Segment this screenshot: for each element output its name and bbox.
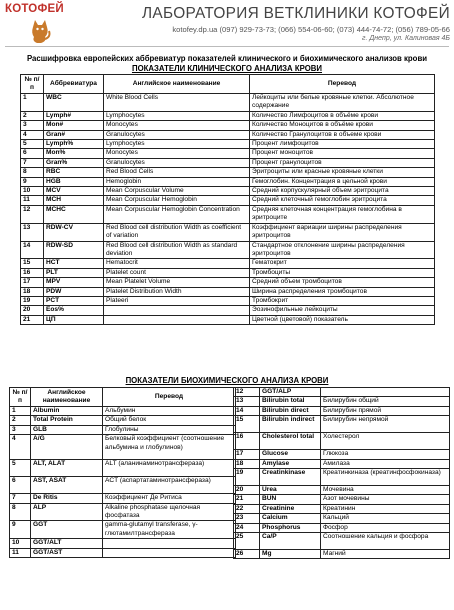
table-cell: Гематокрит: [250, 259, 435, 268]
contacts-line: kotofey.dp.ua (097) 929-73-73; (066) 554-06-60; (073) 444-74-72; (056) 789-05-66: [172, 25, 450, 34]
table-row: [10, 435, 236, 460]
table-cell: Ca/P: [260, 533, 321, 550]
table-cell: Creatinkinase: [260, 469, 321, 486]
table-row: [21, 168, 435, 177]
table-cell: Ширина распределения тромбоцитов: [250, 287, 435, 296]
table-cell: Гемоглобин. Концентрация в цельной крови: [250, 177, 435, 186]
table-cell: Cholesterol total: [260, 433, 321, 450]
table-row: [234, 495, 450, 504]
table-cell: 4: [10, 435, 31, 460]
table-cell: Фосфор: [321, 523, 450, 532]
table-cell: ALT, ALAT: [31, 460, 103, 477]
table-cell: Глобулины: [103, 425, 236, 434]
table-cell: 15: [21, 259, 44, 268]
table-cell: Тромбокрит: [250, 296, 435, 305]
biochem-section-title: ПОКАЗАТЕЛИ БИОХИМИЧЕСКОГО АНАЛИЗА КРОВИ: [125, 376, 329, 385]
table-cell: RDW-SD: [44, 241, 104, 259]
table-cell: Platelet count: [104, 268, 250, 277]
col-header-translation: Перевод: [250, 75, 435, 94]
table-cell: Процент лимфоцитов: [250, 140, 435, 149]
table-row: [234, 450, 450, 459]
table-row: [234, 416, 450, 433]
table-cell: Магний: [321, 550, 450, 559]
table-cell: Bilirubin total: [260, 397, 321, 406]
table-cell: GGT/AST: [31, 548, 103, 557]
table-cell: Albumin: [31, 407, 103, 416]
table-cell: A/G: [31, 435, 103, 460]
table-row: [21, 268, 435, 277]
table-cell: Hematocrit: [104, 259, 250, 268]
lab-title: ЛАБОРАТОРИЯ ВЕТКЛИНИКИ КОТОФЕЙ: [142, 5, 450, 22]
table-cell: Мочевина: [321, 486, 450, 495]
table-cell: Gran#: [44, 130, 104, 139]
table-cell: 3: [21, 121, 44, 130]
biochem-table-left: [9, 387, 236, 558]
table-cell: Белковый коэффициент (соотношение альбумина и глобулинов): [103, 435, 236, 460]
table-cell: 23: [234, 514, 260, 523]
table-row: [10, 416, 236, 425]
table-cell: MCHC: [44, 205, 104, 223]
table-row: [10, 503, 236, 521]
table-cell: 4: [21, 130, 44, 139]
table-cell: 2: [10, 416, 31, 425]
table-cell: 8: [21, 168, 44, 177]
col-header-translation: Перевод: [103, 388, 236, 407]
table-cell: ACT (аспартатаминотрансфераза): [103, 477, 236, 494]
table-cell: 10: [21, 187, 44, 196]
table-cell: 11: [10, 548, 31, 557]
table-header-row: [10, 388, 236, 407]
table-row: [21, 287, 435, 296]
table-cell: Mg: [260, 550, 321, 559]
table-cell: ALP: [31, 503, 103, 521]
table-cell: Mean Platelet Volume: [104, 278, 250, 287]
table-cell: Лейкоциты или белые кровяные клетки. Абсолютное содержание: [250, 94, 435, 112]
table-cell: Средний клеточный гемоглобин эритроцита: [250, 196, 435, 205]
table-cell: Hemoglobin: [104, 177, 250, 186]
table-row: [234, 397, 450, 406]
table-cell: Процент моноцитов: [250, 149, 435, 158]
table-cell: Lymphocytes: [104, 140, 250, 149]
table-row: [10, 425, 236, 434]
table-row: [21, 196, 435, 205]
table-cell: 20: [21, 306, 44, 315]
table-row: [21, 177, 435, 186]
table-cell: 19: [234, 469, 260, 486]
table-cell: 14: [234, 406, 260, 415]
table-cell: Mean Corpuscular Volume: [104, 187, 250, 196]
table-cell: BUN: [260, 495, 321, 504]
table-cell: Urea: [260, 486, 321, 495]
table-cell: 20: [234, 486, 260, 495]
table-row: [21, 111, 435, 120]
table-row: [10, 494, 236, 503]
table-cell: PCT: [44, 296, 104, 305]
biochem-table-right: [233, 387, 450, 559]
table-cell: Amylase: [260, 459, 321, 468]
header-divider: [5, 46, 449, 47]
col-header-english: Английское наименование: [104, 75, 250, 94]
table-cell: Коэффициент вариации ширины распределения эритроцитов: [250, 223, 435, 241]
table-cell: 2: [21, 111, 44, 120]
table-cell: Lymph%: [44, 140, 104, 149]
table-row: [21, 259, 435, 268]
table-cell: 17: [234, 450, 260, 459]
table-cell: WBC: [44, 94, 104, 112]
table-cell: 5: [21, 140, 44, 149]
table-cell: Количество Гранулоцитов в объеме крови: [250, 130, 435, 139]
table-cell: De Ritis: [31, 494, 103, 503]
table-cell: 25: [234, 533, 260, 550]
table-cell: Glucose: [260, 450, 321, 459]
table-cell: Lymphocytes: [104, 111, 250, 120]
table-row: [234, 504, 450, 513]
table-cell: Calcium: [260, 514, 321, 523]
table-row: [234, 514, 450, 523]
table-header-row: [21, 75, 435, 94]
table-cell: MPV: [44, 278, 104, 287]
table-row: [10, 460, 236, 477]
col-header-english: Английское наименование: [31, 388, 103, 407]
table-cell: Кальций: [321, 514, 450, 523]
table-cell: Количество Моноцитов в объёме крови: [250, 121, 435, 130]
table-cell: Билирубин общий: [321, 397, 450, 406]
table-cell: Процент гранулоцитов: [250, 158, 435, 167]
col-header-abbr: Аббревиатура: [44, 75, 104, 94]
table-cell: GGT/ALT: [31, 539, 103, 548]
table-row: [10, 521, 236, 539]
table-cell: 17: [21, 278, 44, 287]
table-row: [234, 469, 450, 486]
table-cell: 9: [21, 177, 44, 186]
table-cell: HGB: [44, 177, 104, 186]
table-cell: 3: [10, 425, 31, 434]
table-cell: MCH: [44, 196, 104, 205]
table-cell: Red Blood cell distribution Width as standard deviation: [104, 241, 250, 259]
table-cell: Red Blood Cells: [104, 168, 250, 177]
table-cell: Platelet Distribution Width: [104, 287, 250, 296]
table-cell: 13: [234, 397, 260, 406]
table-cell: PLT: [44, 268, 104, 277]
table-row: [10, 539, 236, 548]
table-cell: ALT (аланинаминотрансфераза): [103, 460, 236, 477]
table-cell: 24: [234, 523, 260, 532]
table-row: [234, 523, 450, 532]
table-cell: 1: [21, 94, 44, 112]
table-row: [21, 121, 435, 130]
table-cell: GGT/ALP: [260, 388, 321, 397]
table-cell: Азот мочевины: [321, 495, 450, 504]
table-row: [234, 486, 450, 495]
table-cell: Тромбоциты: [250, 268, 435, 277]
table-cell: Granulocytes: [104, 158, 250, 167]
table-cell: 5: [10, 460, 31, 477]
clinic-logo: [5, 3, 63, 45]
table-cell: Альбумин: [103, 407, 236, 416]
table-cell: 10: [10, 539, 31, 548]
table-cell: [104, 315, 250, 324]
table-cell: Коэффициент Де Ритиса: [103, 494, 236, 503]
table-cell: 11: [21, 196, 44, 205]
table-row: [21, 205, 435, 223]
table-row: [234, 459, 450, 468]
table-cell: [321, 388, 450, 397]
table-cell: Билирубин прямой: [321, 406, 450, 415]
table-cell: 6: [21, 149, 44, 158]
document-title: Расшифровка европейских аббревиатур показателей клинического и биохимического анализов крови: [26, 54, 428, 63]
table-cell: Глюкоза: [321, 450, 450, 459]
table-cell: ЦП: [44, 315, 104, 324]
table-cell: 15: [234, 416, 260, 433]
table-cell: Granulocytes: [104, 130, 250, 139]
table-cell: Амилаза: [321, 459, 450, 468]
logo-text: КОТОФЕЙ: [5, 3, 64, 15]
table-row: [21, 296, 435, 305]
table-cell: Lymph#: [44, 111, 104, 120]
table-cell: GGT: [31, 521, 103, 539]
table-row: [21, 158, 435, 167]
table-cell: RBC: [44, 168, 104, 177]
table-cell: Eos%: [44, 306, 104, 315]
table-cell: 9: [10, 521, 31, 539]
col-header-num: № п/п: [21, 75, 44, 94]
table-cell: Bilirubin indirect: [260, 416, 321, 433]
col-header-num: № п/п: [10, 388, 31, 407]
table-cell: Gran%: [44, 158, 104, 167]
table-cell: Стандартное отклонение ширины распределения эритроцитов: [250, 241, 435, 259]
table-cell: Bilirubin direct: [260, 406, 321, 415]
table-cell: Mon#: [44, 121, 104, 130]
table-row: [21, 140, 435, 149]
table-cell: 26: [234, 550, 260, 559]
table-cell: [103, 548, 236, 557]
table-cell: Эозинофильные лейкоциты: [250, 306, 435, 315]
table-cell: HCT: [44, 259, 104, 268]
table-row: [10, 477, 236, 494]
table-cell: Холестерол: [321, 433, 450, 450]
table-cell: RDW-CV: [44, 223, 104, 241]
table-cell: Mon%: [44, 149, 104, 158]
table-cell: 7: [10, 494, 31, 503]
table-cell: Средний объем тромбоцитов: [250, 278, 435, 287]
clinical-section-title: ПОКАЗАТЕЛИ КЛИНИЧЕСКОГО АНАЛИЗА КРОВИ: [131, 64, 323, 73]
table-cell: 12: [234, 388, 260, 397]
table-cell: 21: [21, 315, 44, 324]
table-cell: Креатинин: [321, 504, 450, 513]
table-row: [234, 406, 450, 415]
table-row: [234, 550, 450, 559]
table-row: [10, 407, 236, 416]
table-cell: 18: [21, 287, 44, 296]
table-cell: Эритроциты или красные кровяные клетки: [250, 168, 435, 177]
table-cell: Creatinine: [260, 504, 321, 513]
table-cell: 7: [21, 158, 44, 167]
table-cell: 22: [234, 504, 260, 513]
table-cell: Mean Corpuscular Hemoglobin Concentration: [104, 205, 250, 223]
table-row: [21, 278, 435, 287]
clinical-table: [20, 74, 435, 325]
cat-icon: [29, 17, 51, 45]
table-cell: Билирубин непрямой: [321, 416, 450, 433]
table-cell: 18: [234, 459, 260, 468]
table-row: [21, 241, 435, 259]
table-cell: Общий белок: [103, 416, 236, 425]
table-cell: 6: [10, 477, 31, 494]
table-cell: Total Protein: [31, 416, 103, 425]
table-row: [21, 315, 435, 324]
table-cell: Plateerі: [104, 296, 250, 305]
table-cell: 16: [21, 268, 44, 277]
table-cell: Средняя клеточная концентрация гемоглобина в эритроците: [250, 205, 435, 223]
table-cell: PDW: [44, 287, 104, 296]
table-cell: 13: [21, 223, 44, 241]
table-cell: Соотношение кальция и фосфора: [321, 533, 450, 550]
table-cell: Средний корпускулярный объем эритроцита: [250, 187, 435, 196]
table-cell: 14: [21, 241, 44, 259]
address-line: г. Днепр, ул. Калиновая 4Б: [362, 35, 450, 42]
table-cell: Mean Corpuscular Hemoglobin: [104, 196, 250, 205]
table-cell: gamma-glutamyl transferase, γ-глютамилтрансфераза: [103, 521, 236, 539]
table-cell: Креатинкиназа (креатинфосфокиназа): [321, 469, 450, 486]
table-row: [234, 388, 450, 397]
table-row: [10, 548, 236, 557]
table-cell: GLB: [31, 425, 103, 434]
table-cell: 21: [234, 495, 260, 504]
table-cell: MCV: [44, 187, 104, 196]
table-row: [21, 306, 435, 315]
table-cell: Monocytes: [104, 121, 250, 130]
table-cell: [103, 539, 236, 548]
table-cell: 19: [21, 296, 44, 305]
page-header: [0, 0, 454, 50]
table-cell: 8: [10, 503, 31, 521]
table-row: [234, 433, 450, 450]
table-cell: Phosphorus: [260, 523, 321, 532]
table-row: [21, 130, 435, 139]
table-cell: Red Blood cell distribution Width as coefficient of variation: [104, 223, 250, 241]
table-cell: 16: [234, 433, 260, 450]
table-row: [21, 187, 435, 196]
table-row: [234, 533, 450, 550]
table-cell: Количество Лимфоцитов в объёме крови: [250, 111, 435, 120]
table-cell: Monocytes: [104, 149, 250, 158]
table-row: [21, 223, 435, 241]
table-cell: Цветной (цветовой) показатель: [250, 315, 435, 324]
table-cell: White Blood Cells: [104, 94, 250, 112]
table-cell: 12: [21, 205, 44, 223]
table-cell: 1: [10, 407, 31, 416]
table-row: [21, 94, 435, 112]
table-row: [21, 149, 435, 158]
table-cell: AST, ASAT: [31, 477, 103, 494]
table-cell: Alkaline phosphatase щелочная фосфатаза: [103, 503, 236, 521]
table-cell: [104, 306, 250, 315]
